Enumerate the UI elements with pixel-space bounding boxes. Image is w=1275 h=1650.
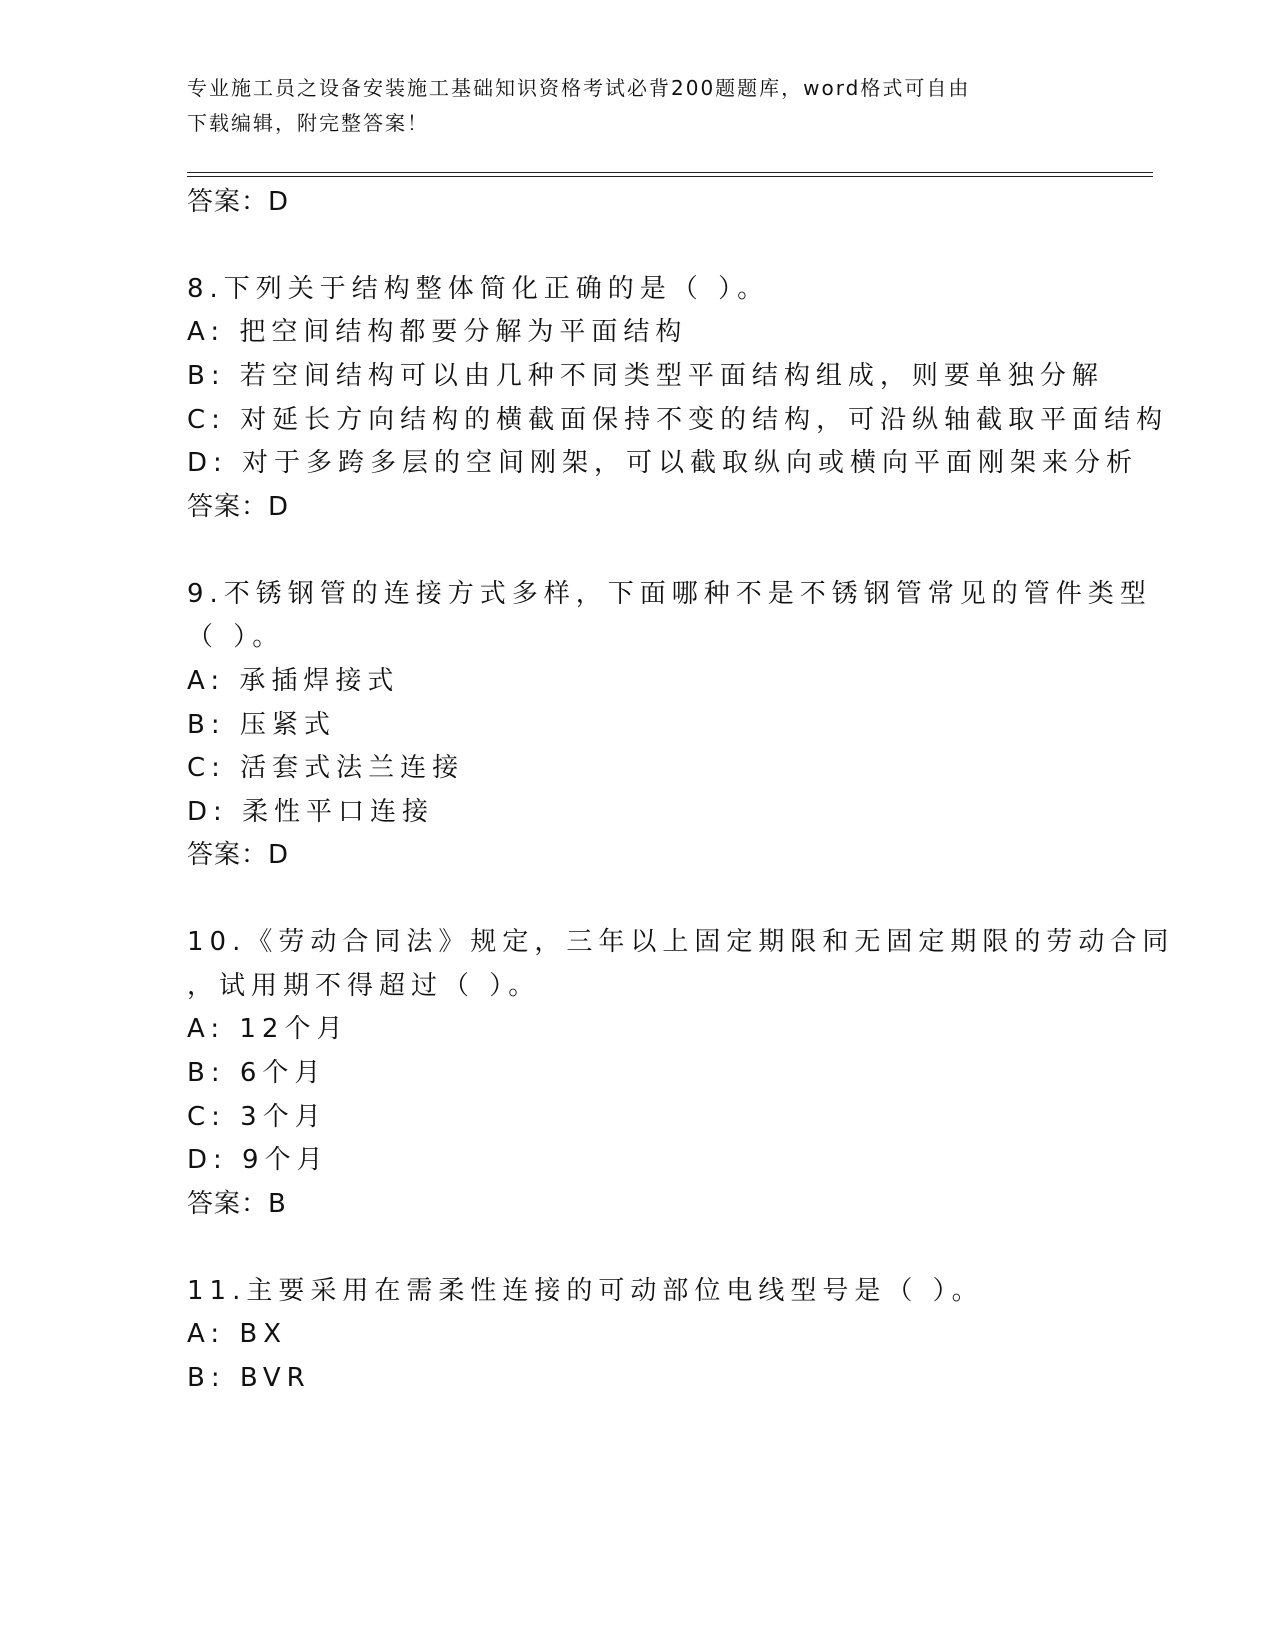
question-9-stem-line-1: 9.不锈钢管的连接方式多样，下面哪种不是不锈钢管常见的管件类型 — [187, 579, 1152, 609]
question-8-answer: 答案：D — [187, 492, 290, 522]
question-10-option-a: A: 12个月 — [187, 1014, 349, 1044]
question-9-answer: 答案：D — [187, 840, 290, 870]
previous-answer: 答案：D — [187, 187, 290, 217]
question-9-option-b: B: 压紧式 — [187, 710, 336, 740]
question-9-stem-line-2: （ ）。 — [187, 622, 285, 652]
question-8-stem: 8.下列关于结构整体简化正确的是（ ）。 — [187, 274, 770, 304]
question-10-stem-line-1: 10.《劳动合同法》规定，三年以上固定期限和无固定期限的劳动合同 — [187, 927, 1175, 957]
header-text-line-2: 下载编辑，附完整答案！ — [187, 111, 429, 135]
question-10-option-d: D: 9个月 — [187, 1145, 329, 1175]
question-8-option-d: D: 对于多跨多层的空间刚架，可以截取纵向或横向平面刚架来分析 — [187, 448, 1139, 478]
question-8-option-a: A: 把空间结构都要分解为平面结构 — [187, 317, 688, 347]
question-9-option-a: A: 承插焊接式 — [187, 666, 400, 696]
question-10-option-b: B: 6个月 — [187, 1058, 327, 1088]
header-rule-top — [187, 172, 1153, 173]
header-text-line-1: 专业施工员之设备安装施工基础知识资格考试必背200题题库，word格式可自由 — [187, 76, 971, 100]
question-11-option-b: B: BVR — [187, 1363, 311, 1393]
header-rule-bottom — [187, 176, 1153, 177]
question-9-option-d: D: 柔性平口连接 — [187, 797, 435, 827]
question-10-option-c: C: 3个月 — [187, 1102, 327, 1132]
question-11-option-a: A: BX — [187, 1319, 288, 1349]
question-11-stem: 11.主要采用在需柔性连接的可动部位电线型号是（ ）。 — [187, 1276, 984, 1306]
question-10-answer: 答案：B — [187, 1189, 287, 1219]
question-8-option-c: C: 对延长方向结构的横截面保持不变的结构，可沿纵轴截取平面结构 — [187, 405, 1169, 435]
question-9-option-c: C: 活套式法兰连接 — [187, 753, 465, 783]
question-10-stem-line-2: ，试用期不得超过（ ）。 — [187, 971, 541, 1001]
question-8-option-b: B: 若空间结构可以由几种不同类型平面结构组成，则要单独分解 — [187, 361, 1104, 391]
